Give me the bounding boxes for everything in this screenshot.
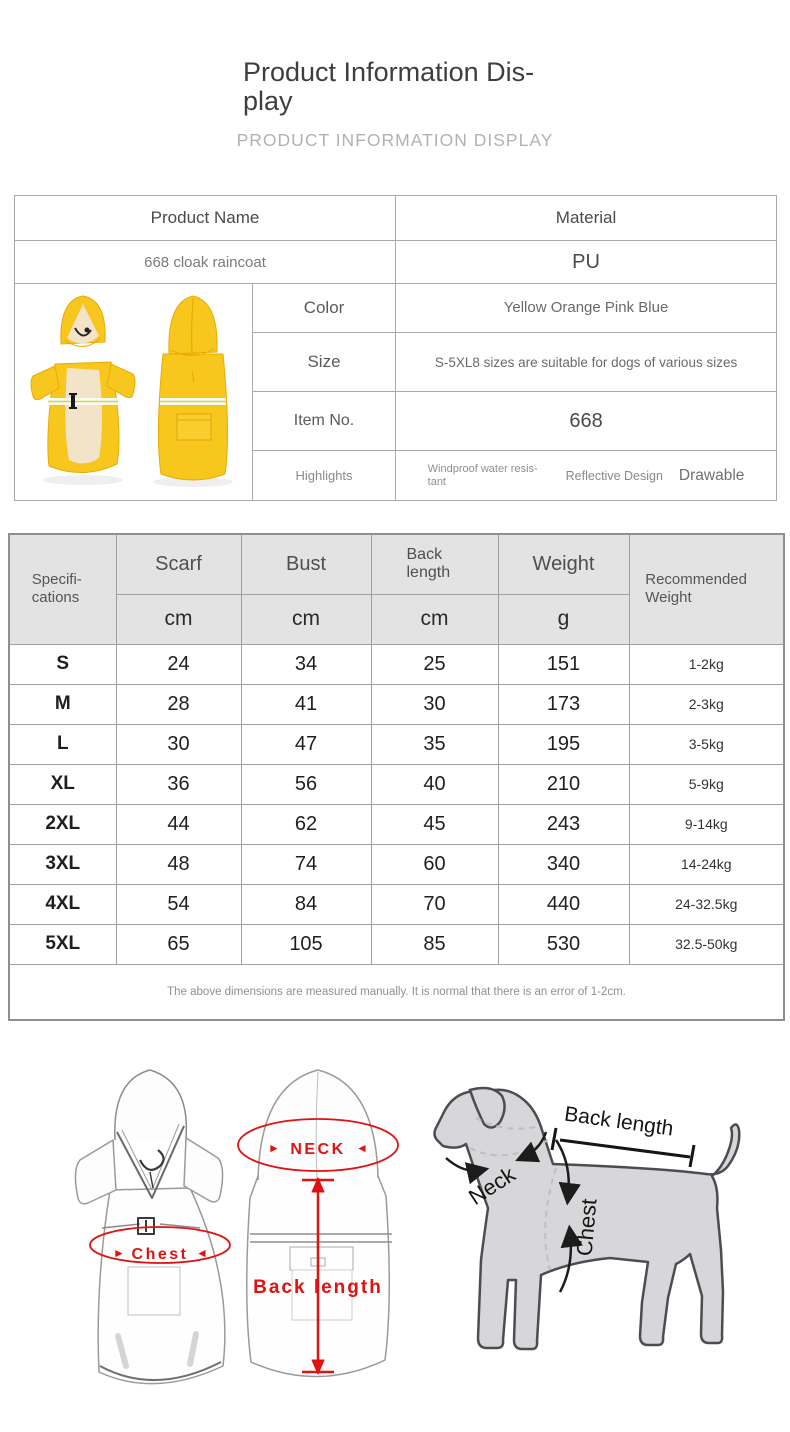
scarf-value: 36 <box>116 764 241 804</box>
back-length-value: 30 <box>371 684 498 724</box>
dog-back-length-label: Back length <box>562 1102 675 1141</box>
weight-value: 210 <box>498 764 629 804</box>
coat-back-diagram <box>238 1070 398 1377</box>
back-length-value: 70 <box>371 884 498 924</box>
raincoat-front-photo <box>31 296 135 473</box>
chest-arrow-left-icon: ◄ <box>196 1246 208 1260</box>
back-length-value: 85 <box>371 924 498 964</box>
header-bust: Bust <box>241 534 371 594</box>
header-back-length: Back length <box>371 534 498 594</box>
table-row-4xl <box>9 884 784 924</box>
size-name: XL <box>9 764 116 804</box>
chest-arrow-right-icon: ► <box>113 1246 125 1260</box>
measurement-note: The above dimensions are measured manually. It is normal that there is an error of 1-2cm. <box>9 964 784 1020</box>
size-name: L <box>9 724 116 764</box>
color-label: Color <box>253 284 396 333</box>
bust-value: 74 <box>241 844 371 884</box>
item-no-value: 668 <box>396 392 777 451</box>
weight-value: 340 <box>498 844 629 884</box>
material-header: Material <box>396 196 777 241</box>
weight-value: 151 <box>498 644 629 684</box>
back-length-measure-line <box>552 1128 694 1167</box>
bust-value: 34 <box>241 644 371 684</box>
table-row-m <box>9 684 784 724</box>
neck-label: NECK <box>290 1141 346 1158</box>
recommended-weight-value: 9-14kg <box>629 804 784 844</box>
unit-bust: cm <box>241 594 371 644</box>
highlight-windproof: Windproof water resis-tant <box>427 462 538 488</box>
scarf-value: 48 <box>116 844 241 884</box>
scarf-value: 24 <box>116 644 241 684</box>
back-length-value: 25 <box>371 644 498 684</box>
recommended-weight-value: 2-3kg <box>629 684 784 724</box>
product-photo-cell <box>15 284 253 501</box>
drawstring <box>140 1150 164 1170</box>
size-value: S-5XL8 sizes are suitable for dogs of various sizes <box>396 332 777 392</box>
back-length-value: 40 <box>371 764 498 804</box>
weight-value: 195 <box>498 724 629 764</box>
size-name: 5XL <box>9 924 116 964</box>
back-pocket <box>177 414 211 440</box>
scarf-value: 30 <box>116 724 241 764</box>
page-subtitle: PRODUCT INFORMATION DISPLAY <box>236 130 554 150</box>
scarf-value: 65 <box>116 924 241 964</box>
color-value: Yellow Orange Pink Blue <box>396 284 777 333</box>
bust-value: 84 <box>241 884 371 924</box>
page-title <box>243 58 543 116</box>
unit-weight: g <box>498 594 629 644</box>
recommended-weight-value: 1-2kg <box>629 644 784 684</box>
bust-value: 47 <box>241 724 371 764</box>
bust-value: 56 <box>241 764 371 804</box>
scarf-value: 54 <box>116 884 241 924</box>
product-name-header: Product Name <box>15 196 396 241</box>
weight-value: 440 <box>498 884 629 924</box>
material-value: PU <box>396 241 777 284</box>
size-name: 3XL <box>9 844 116 884</box>
unit-back-length: cm <box>371 594 498 644</box>
recommended-weight-value: 24-32.5kg <box>629 884 784 924</box>
back-length-label: Back length <box>253 1277 383 1298</box>
scarf-value: 28 <box>116 684 241 724</box>
bust-value: 62 <box>241 804 371 844</box>
highlights-value <box>396 451 777 501</box>
size-name: M <box>9 684 116 724</box>
size-label: Size <box>253 332 396 392</box>
product-info-table <box>14 195 777 501</box>
table-row-3xl <box>9 844 784 884</box>
page-title-line2: play <box>243 86 293 116</box>
raincoat-back-photo <box>158 296 227 480</box>
dog-chest-label: Chest <box>571 1197 602 1258</box>
highlight-drawable: Drawable <box>678 466 745 484</box>
recommended-weight-value: 32.5-50kg <box>629 924 784 964</box>
coat-front-diagram <box>75 1070 230 1384</box>
bust-value: 105 <box>241 924 371 964</box>
recommended-weight-value: 3-5kg <box>629 724 784 764</box>
weight-value: 243 <box>498 804 629 844</box>
size-name: S <box>9 644 116 684</box>
hood-outline <box>115 1070 187 1140</box>
neck-arrow-left-icon: ◄ <box>356 1141 368 1155</box>
weight-value: 530 <box>498 924 629 964</box>
neck-arrow-right-icon: ► <box>268 1141 280 1155</box>
photo-shadow-left <box>43 475 123 485</box>
unit-scarf: cm <box>116 594 241 644</box>
header-weight: Weight <box>498 534 629 594</box>
product-name-value: 668 cloak raincoat <box>15 241 396 284</box>
dog-diagram <box>435 1088 740 1349</box>
scarf-value: 44 <box>116 804 241 844</box>
item-no-label: Item No. <box>253 392 396 451</box>
highlights-label: Highlights <box>253 451 396 501</box>
page-title-line1: Product Information Dis- <box>243 57 535 87</box>
recommended-weight-value: 5-9kg <box>629 764 784 804</box>
table-row-s <box>9 644 784 684</box>
size-spec-table <box>8 533 785 1021</box>
size-name: 2XL <box>9 804 116 844</box>
hood-outline <box>258 1070 378 1180</box>
back-length-value: 35 <box>371 724 498 764</box>
weight-value: 173 <box>498 684 629 724</box>
highlight-reflective: Reflective Design <box>565 468 663 483</box>
table-row-2xl <box>9 804 784 844</box>
table-row-xl <box>9 764 784 804</box>
table-row-l <box>9 724 784 764</box>
dog-neck-label: Neck <box>464 1161 520 1210</box>
back-length-value: 60 <box>371 844 498 884</box>
header-specifications: Specifi-cations <box>9 534 116 644</box>
back-length-value: 45 <box>371 804 498 844</box>
table-row-5xl <box>9 924 784 964</box>
header-recommended-weight: Recommended Weight <box>629 534 784 644</box>
bust-value: 41 <box>241 684 371 724</box>
size-name: 4XL <box>9 884 116 924</box>
chest-label: Chest <box>131 1246 189 1263</box>
measurement-diagrams <box>0 1040 790 1427</box>
product-photo <box>21 284 253 495</box>
recommended-weight-value: 14-24kg <box>629 844 784 884</box>
header-scarf: Scarf <box>116 534 241 594</box>
